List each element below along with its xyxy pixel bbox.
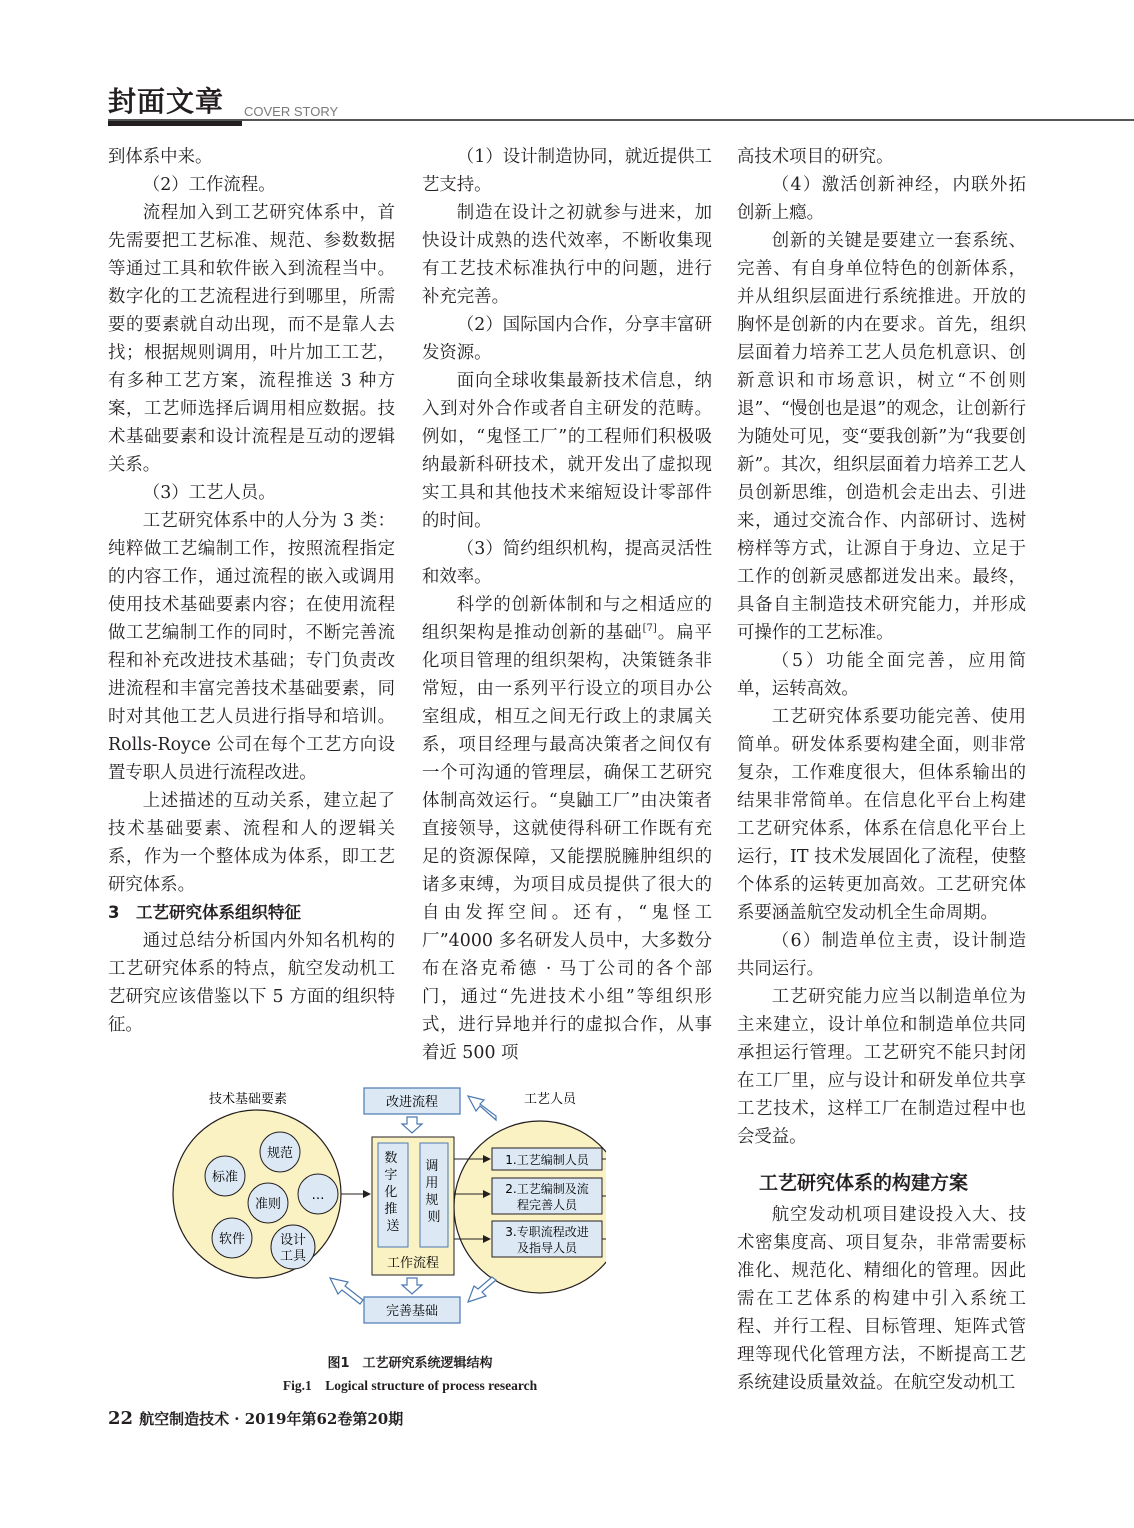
column-3 xyxy=(737,143,1026,1397)
paragraph: （2）工作流程。 xyxy=(142,175,276,195)
vertical-label: 数 字 化 推 送 xyxy=(384,1151,400,1234)
paragraph xyxy=(422,591,712,1067)
paragraph: 工艺研究体系要功能完善、使用简单。研发体系要构建全面，则非常复杂，工作难度很大，但体系输出的结果非常简单。在信息化平台上构建工艺研究体系，体系在信息化平台上运行，IT 技术发展固化了流程，使整个体系的运转更加高效。工艺研究体系要涵盖航空发动机全生命周期。 xyxy=(737,707,1026,923)
down-arrow-icon xyxy=(402,1117,422,1133)
journal-info: 航空制造技术 · 2019年第62卷第20期 xyxy=(139,1410,404,1428)
text-run: 科学的创新体制和与之相适应的组织架构是推动创新的基础 xyxy=(422,595,712,643)
paragraph: （4）激活创新神经，内联外拓创新上瘾。 xyxy=(737,175,1026,223)
citation: [7] xyxy=(642,623,657,635)
work-process-label: 工作流程 xyxy=(386,1256,440,1271)
paragraph: 流程加入到工艺研究体系中，首先需要把工艺标准、规范、参数数据等通过工具和软件嵌入到流程当中。数字化的工艺流程进行到哪里，所需要的要素就自动出现，而不是靠人去找；根据规则调用，叶片加工工艺，有多种工艺方案，流程推送 3 种方案，工艺师选择后调用相应数据。技术基础要素和设计流程是互动的逻辑关系。 xyxy=(108,203,395,475)
header-title: 封面文章 xyxy=(108,85,225,118)
staff-label: 2.工艺编制及流 xyxy=(505,1182,589,1196)
circle-label: 软件 xyxy=(218,1232,246,1247)
staff-label: 1.工艺编制人员 xyxy=(505,1153,589,1167)
circle-label: 准则 xyxy=(254,1197,282,1212)
top-box-label: 改进流程 xyxy=(385,1095,439,1110)
figure-caption-en: Fig.1 Logical structure of process research xyxy=(282,1378,538,1393)
figure-1 xyxy=(170,1082,606,1332)
paragraph: （1）设计制造协同，就近提供工艺支持。 xyxy=(422,147,712,195)
paragraph: 到体系中来。 xyxy=(108,147,213,167)
arrow-to-top-icon xyxy=(468,1096,496,1120)
vertical-label: 调 用 规 则 xyxy=(425,1159,441,1225)
staff-label: 程完善人员 xyxy=(516,1198,578,1212)
arrow-to-bottom-icon xyxy=(468,1277,496,1302)
header-subtitle: COVER STORY xyxy=(244,104,339,119)
paragraph: （3）工艺人员。 xyxy=(142,483,276,503)
paragraph: 面向全球收集最新技术信息，纳入到对外合作或者自主研发的范畴。例如，“鬼怪工厂”的工程师们积极吸纳最新科研技术，就开发出了虚拟现实工具和其他技术来缩短设计零部件的时间。 xyxy=(422,371,712,531)
paragraph: 高技术项目的研究。 xyxy=(737,147,894,167)
paragraph: 上述描述的互动关系，建立起了技术基础要素、流程和人的逻辑关系，作为一个整体成为体系，即工艺研究体系。 xyxy=(108,791,395,895)
paragraph: 通过总结分析国内外知名机构的工艺研究体系的特点，航空发动机工艺研究应该借鉴以下 5 方面的组织特征。 xyxy=(108,931,395,1035)
staff-label: 3.专职流程改进 xyxy=(505,1225,589,1239)
circle-label: 设计 xyxy=(279,1233,307,1248)
paragraph: 创新的关键是要建立一套系统、完善、有自身单位特色的创新体系，并从组织层面进行系统推进。开放的胸怀是创新的内在要求。首先，组织层面着力培养工艺人员危机意识、创新意识和市场意识，树立“不创则退”、“慢创也是退”的观念，让创新行为随处可见，变“要我创新”为“我要创新”。其次，组织层面着力培养工艺人员创新思维，创造机会走出去、引进来，通过交流合作、内部研讨、选树榜样等方式，让源自于身边、立足于工作的创新灵感都迸发出来。最终，具备自主制造技术研究能力，并形成可操作的工艺标准。 xyxy=(737,231,1026,643)
header-rule xyxy=(108,119,1134,121)
circle-label: 标准 xyxy=(211,1170,239,1185)
circle-label: 规范 xyxy=(266,1146,294,1161)
text-run: 。扁平化项目管理的组织架构，决策链条非常短，由一系列平行设立的项目办公室组成，相互之间无行政上的隶属关系，项目经理与最高决策者之间仅有一个可沟通的管理层，确保工艺研究体制高效运行。“臭鼬工厂”由决策者直接领导，这就使得科研工作既有充足的资源保障，又能摆脱臃肿组织的诸多束缚，为项目成员提供了很大的自由发挥空间。还有，“鬼怪工厂”4000 多名研发人员中，大多数分布在洛克希德 · 马丁公司的各个部门，通过“先进技术小组”等组织形式，进行异地并行的虚拟合作，从事着近 500 项 xyxy=(422,623,712,1063)
paragraph: 工艺研究能力应当以制造单位为主来建立，设计单位和制造单位共同承担运行管理。工艺研究不能只封闭在工厂里，应与设计和研发单位共享工艺技术，这样工厂在制造过程中也会受益。 xyxy=(737,987,1026,1147)
paragraph: （5）功能全面完善，应用简单，运转高效。 xyxy=(737,651,1026,699)
staff-label: 及指导人员 xyxy=(516,1241,578,1255)
header-rule-accent xyxy=(108,121,242,126)
circle-label: … xyxy=(311,1188,325,1203)
down-arrow-icon xyxy=(402,1278,422,1294)
circle-label: 工具 xyxy=(279,1249,307,1264)
right-label: 工艺人员 xyxy=(523,1092,577,1107)
paragraph: 航空发动机项目建设投入大、技术密集度高、项目复杂，非常需要标准化、规范化、精细化的管理。因此需在工艺体系的构建中引入系统工程、并行工程、目标管理、矩阵式管理等现代化管理方法，不断提高工艺系统建设质量效益。在航空发动机工 xyxy=(737,1205,1026,1393)
section-title: 工艺研究体系的构建方案 xyxy=(759,1172,969,1194)
paragraph: 制造在设计之初就参与进来，加快设计成熟的迭代效率，不断收集现有工艺技术标准执行中的问题，进行补充完善。 xyxy=(422,203,712,307)
left-label: 技术基础要素 xyxy=(208,1092,288,1107)
paragraph: （6）制造单位主责，设计制造共同运行。 xyxy=(737,931,1026,979)
column-1 xyxy=(108,143,395,1039)
paragraph: （2）国际国内合作，分享丰富研发资源。 xyxy=(422,315,712,363)
paragraph: 工艺研究体系中的人分为 3 类：纯粹做工艺编制工作，按照流程指定的内容工作，通过流程的嵌入或调用使用技术基础要素内容；在使用流程做工艺编制工作的同时，不断完善流程和补充改进技术基础；专门负责改进流程和丰富完善技术基础要素，同时对其他工艺人员进行指导和培训。Rolls-Royce 公司在每个工艺方向设置专职人员进行流程改进。 xyxy=(108,511,395,783)
bottom-box-label: 完善基础 xyxy=(385,1304,439,1319)
arrow-to-left-icon xyxy=(330,1278,363,1304)
section-heading: 3 工艺研究体系组织特征 xyxy=(108,903,301,922)
page-number: 22 xyxy=(108,1408,134,1429)
logic-diagram xyxy=(170,1082,606,1332)
figure-caption-cn: 图1 工艺研究系统逻辑结构 xyxy=(327,1356,493,1371)
page-footer xyxy=(108,1408,403,1429)
paragraph: （3）简约组织机构，提高灵活性和效率。 xyxy=(422,539,712,587)
column-2 xyxy=(422,143,712,1067)
